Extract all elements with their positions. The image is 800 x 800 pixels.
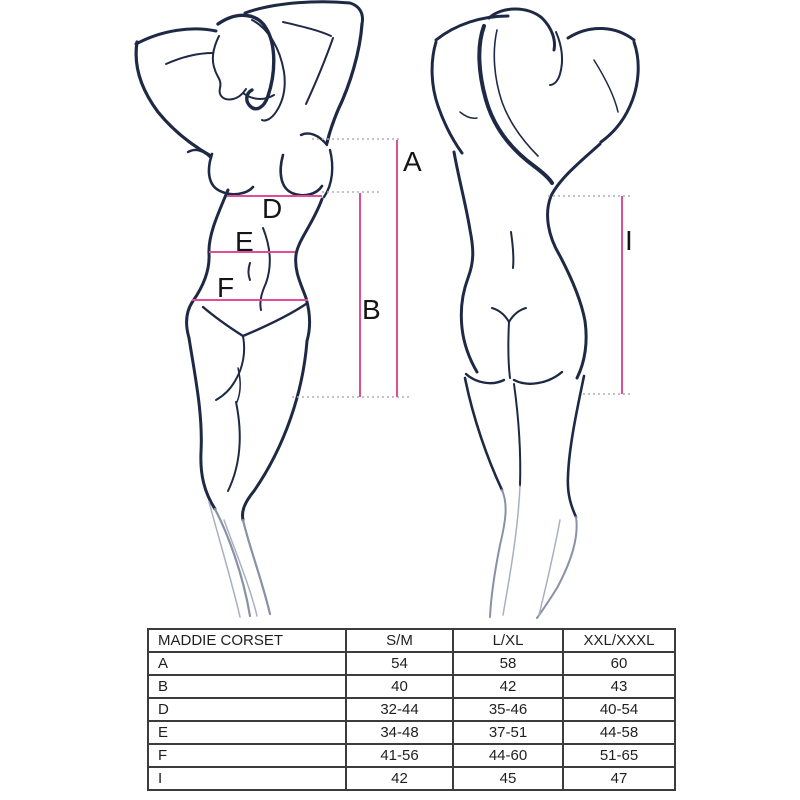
value-cell: 60	[563, 652, 675, 675]
back-figure-illustration	[432, 9, 638, 618]
size-table	[147, 628, 676, 791]
value-cell: 44-58	[563, 721, 675, 744]
value-cell: 43	[563, 675, 675, 698]
measure-label-cell: A	[148, 652, 346, 675]
value-cell: 45	[453, 767, 563, 790]
value-cell: 37-51	[453, 721, 563, 744]
table-row-b	[148, 675, 675, 698]
table-row-d	[148, 698, 675, 721]
value-cell: 44-60	[453, 744, 563, 767]
table-header-size-lxl: L/XL	[453, 629, 563, 652]
value-cell: 42	[346, 767, 453, 790]
measure-label-cell: B	[148, 675, 346, 698]
value-cell: 32-44	[346, 698, 453, 721]
measurement-label-i: I	[625, 225, 633, 256]
value-cell: 35-46	[453, 698, 563, 721]
table-header-size-xxlxxxl: XXL/XXXL	[563, 629, 675, 652]
front-figure-illustration	[136, 2, 363, 617]
value-cell: 51-65	[563, 744, 675, 767]
measure-label-cell: F	[148, 744, 346, 767]
measurement-label-e: E	[235, 226, 254, 257]
value-cell: 42	[453, 675, 563, 698]
table-row-f	[148, 744, 675, 767]
measure-label-cell: I	[148, 767, 346, 790]
table-header-row	[148, 629, 675, 652]
table-header-product: MADDIE CORSET	[148, 629, 346, 652]
measurement-label-b: B	[362, 294, 381, 325]
value-cell: 58	[453, 652, 563, 675]
table-header-size-sm: S/M	[346, 629, 453, 652]
table-row-e	[148, 721, 675, 744]
value-cell: 40	[346, 675, 453, 698]
measurement-label-a: A	[403, 146, 422, 177]
table-row-a	[148, 652, 675, 675]
measure-label-cell: D	[148, 698, 346, 721]
value-cell: 54	[346, 652, 453, 675]
measurement-label-f: F	[217, 272, 235, 303]
value-cell: 47	[563, 767, 675, 790]
table-row-i	[148, 767, 675, 790]
measure-label-cell: E	[148, 721, 346, 744]
value-cell: 34-48	[346, 721, 453, 744]
measurement-label-d: D	[262, 193, 283, 224]
value-cell: 41-56	[346, 744, 453, 767]
value-cell: 40-54	[563, 698, 675, 721]
